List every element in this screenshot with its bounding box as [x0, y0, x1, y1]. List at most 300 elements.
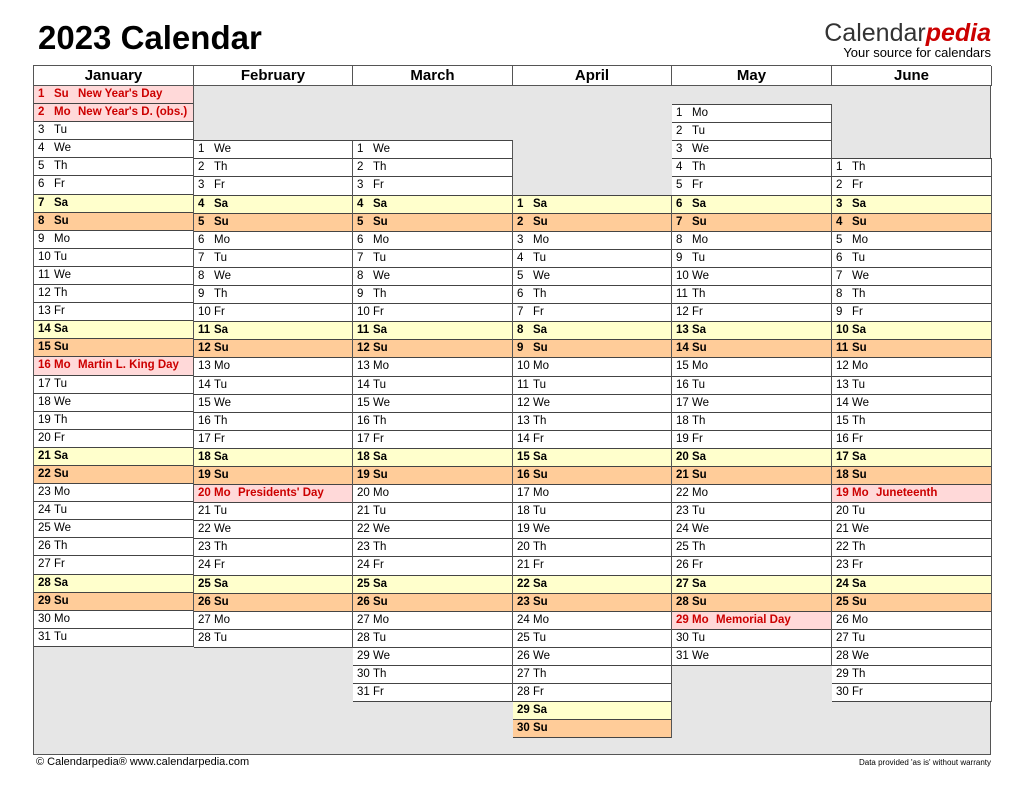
day-number: 10 [676, 269, 689, 282]
day-name: Su [373, 595, 388, 608]
day-number: 19 [836, 487, 849, 500]
day-number: 24 [198, 559, 211, 572]
day-cell [34, 321, 193, 339]
day-name: We [533, 649, 551, 662]
day-number: 22 [38, 467, 51, 480]
day-cell [353, 576, 512, 594]
day-name: We [54, 268, 72, 281]
day-name: Tu [533, 251, 546, 264]
day-cell [832, 539, 991, 557]
day-cell [194, 340, 352, 358]
day-cell [672, 594, 831, 612]
day-name: Sa [692, 324, 707, 337]
day-name: We [692, 269, 710, 282]
day-number: 26 [676, 559, 689, 572]
day-name: We [533, 396, 551, 409]
day-name: Fr [533, 432, 544, 445]
day-number: 28 [676, 595, 689, 608]
day-name: Fr [692, 432, 703, 445]
day-cell [672, 268, 831, 286]
day-cell [194, 214, 352, 232]
month-header-january: January [34, 66, 194, 86]
day-name: Sa [852, 197, 867, 210]
month-column-february [194, 140, 353, 648]
day-name: Sa [533, 197, 548, 210]
day-cell [513, 214, 671, 232]
day-name: Su [214, 595, 229, 608]
day-name: Sa [373, 324, 388, 337]
day-cell [353, 666, 512, 684]
day-cell [672, 377, 831, 395]
day-number: 12 [38, 287, 51, 300]
day-name: Mo [692, 360, 708, 373]
day-name: We [373, 269, 391, 282]
day-number: 5 [836, 233, 843, 246]
day-cell [34, 339, 193, 357]
day-number: 29 [38, 594, 51, 607]
brand-name-part-2: pedia [925, 19, 991, 47]
day-number: 8 [517, 324, 524, 337]
day-cell [832, 340, 991, 358]
day-name: Th [54, 287, 68, 300]
day-number: 8 [357, 269, 364, 282]
day-cell [672, 177, 831, 195]
day-name: Mo [373, 233, 389, 246]
day-cell [672, 413, 831, 431]
day-name: We [692, 396, 710, 409]
day-number: 28 [357, 631, 370, 644]
day-cell [672, 105, 831, 123]
day-cell [194, 449, 352, 467]
day-name: Th [852, 161, 866, 174]
day-cell [34, 538, 193, 556]
day-name: Sa [852, 577, 867, 590]
day-number: 4 [676, 161, 683, 174]
day-number: 12 [676, 306, 689, 319]
day-number: 27 [676, 577, 689, 590]
day-cell [672, 340, 831, 358]
day-name: Sa [214, 450, 229, 463]
day-number: 5 [38, 160, 45, 173]
day-name: Tu [692, 378, 705, 391]
day-name: We [214, 269, 232, 282]
day-cell [194, 286, 352, 304]
day-name: We [54, 395, 72, 408]
day-number: 22 [198, 523, 211, 536]
day-number: 10 [836, 324, 849, 337]
day-cell [34, 176, 193, 194]
day-name: Tu [852, 631, 865, 644]
day-name: Tu [692, 251, 705, 264]
day-name: We [373, 523, 391, 536]
day-cell [672, 503, 831, 521]
day-cell [513, 322, 671, 340]
day-cell [194, 485, 352, 503]
day-cell [672, 196, 831, 214]
day-name: Sa [533, 450, 548, 463]
day-name: Su [533, 215, 548, 228]
day-name: Mo [533, 233, 549, 246]
day-name: Th [852, 288, 866, 301]
day-number: 12 [357, 342, 370, 355]
day-number: 11 [357, 324, 370, 337]
day-number: 5 [357, 215, 364, 228]
day-cell [513, 340, 671, 358]
day-number: 29 [357, 649, 370, 662]
day-name: Tu [54, 630, 67, 643]
day-cell [672, 304, 831, 322]
day-cell [34, 556, 193, 574]
day-cell [832, 377, 991, 395]
day-cell [34, 448, 193, 466]
day-number: 21 [836, 523, 849, 536]
day-cell [832, 594, 991, 612]
day-name: Mo [373, 613, 389, 626]
day-name: Fr [373, 306, 384, 319]
day-cell [832, 250, 991, 268]
day-cell [672, 467, 831, 485]
day-name: Th [214, 161, 228, 174]
day-name: Th [54, 413, 68, 426]
day-cell [513, 576, 671, 594]
day-cell [513, 666, 671, 684]
day-number: 23 [357, 541, 370, 554]
day-cell [832, 648, 991, 666]
day-number: 24 [38, 504, 51, 517]
day-cell [34, 249, 193, 267]
day-cell [194, 268, 352, 286]
day-cell [513, 702, 671, 720]
day-cell [832, 304, 991, 322]
day-cell [672, 358, 831, 376]
day-name: Su [214, 215, 229, 228]
day-name: We [692, 649, 710, 662]
day-number: 25 [836, 595, 849, 608]
day-number: 2 [38, 106, 45, 119]
day-number: 8 [676, 233, 683, 246]
day-number: 27 [38, 558, 51, 571]
day-name: Tu [852, 378, 865, 391]
day-number: 15 [676, 360, 689, 373]
day-cell [513, 684, 671, 702]
day-name: Sa [54, 196, 69, 209]
day-cell [194, 467, 352, 485]
day-number: 20 [517, 541, 530, 554]
holiday-name: Juneteenth [876, 487, 938, 500]
day-cell [34, 357, 193, 375]
day-cell [832, 467, 991, 485]
day-number: 31 [676, 649, 689, 662]
day-cell [353, 594, 512, 612]
day-number: 27 [517, 668, 530, 681]
day-number: 7 [517, 306, 524, 319]
day-number: 26 [38, 540, 51, 553]
day-name: Su [533, 342, 548, 355]
day-cell [194, 177, 352, 195]
day-number: 21 [676, 468, 689, 481]
day-name: Mo [214, 360, 230, 373]
day-number: 20 [38, 431, 51, 444]
day-name: We [852, 269, 870, 282]
day-number: 1 [836, 161, 843, 174]
day-name: Th [852, 541, 866, 554]
day-name: Tu [533, 631, 546, 644]
day-name: Mo [214, 613, 230, 626]
day-cell [353, 648, 512, 666]
day-cell [353, 630, 512, 648]
day-cell [34, 575, 193, 593]
day-name: Fr [533, 306, 544, 319]
day-cell [353, 377, 512, 395]
day-number: 2 [357, 161, 364, 174]
day-cell [513, 630, 671, 648]
day-name: Th [533, 288, 547, 301]
day-cell [34, 285, 193, 303]
day-cell [513, 431, 671, 449]
day-name: Th [373, 414, 387, 427]
day-cell [194, 304, 352, 322]
day-cell [832, 196, 991, 214]
day-name: Tu [852, 505, 865, 518]
day-name: Su [373, 215, 388, 228]
day-number: 13 [198, 360, 211, 373]
day-number: 1 [38, 88, 45, 100]
day-cell [194, 594, 352, 612]
day-number: 2 [517, 215, 524, 228]
day-cell [832, 576, 991, 594]
day-number: 14 [357, 378, 370, 391]
day-name: Fr [214, 179, 225, 192]
day-number: 24 [517, 613, 530, 626]
day-cell [513, 594, 671, 612]
brand-tagline: Your source for calendars [843, 45, 991, 60]
day-number: 26 [836, 613, 849, 626]
day-number: 24 [836, 577, 849, 590]
day-name: Th [373, 288, 387, 301]
day-cell [513, 395, 671, 413]
day-name: Tu [692, 505, 705, 518]
day-cell [34, 394, 193, 412]
day-name: Su [852, 468, 867, 481]
day-number: 4 [517, 251, 524, 264]
day-number: 16 [676, 378, 689, 391]
day-name: Su [54, 341, 69, 354]
day-cell [832, 232, 991, 250]
day-number: 18 [676, 414, 689, 427]
day-name: Su [214, 468, 229, 481]
day-cell [513, 720, 671, 738]
day-name: Fr [692, 559, 703, 572]
month-header-march: March [353, 66, 513, 86]
day-cell [34, 158, 193, 176]
day-cell [34, 122, 193, 140]
day-cell [832, 449, 991, 467]
day-number: 13 [676, 324, 689, 337]
day-cell [353, 214, 512, 232]
day-number: 16 [38, 359, 51, 372]
day-name: Mo [54, 612, 70, 625]
day-name: Th [373, 541, 387, 554]
day-number: 13 [38, 305, 51, 318]
day-name: We [214, 523, 232, 536]
day-number: 11 [836, 342, 849, 355]
day-cell [513, 612, 671, 630]
day-name: Tu [214, 505, 227, 518]
day-cell [513, 521, 671, 539]
day-number: 30 [357, 668, 370, 681]
day-name: Tu [373, 251, 386, 264]
day-number: 20 [676, 450, 689, 463]
day-number: 18 [517, 505, 530, 518]
day-name: Sa [54, 323, 69, 336]
day-name: Mo [373, 360, 389, 373]
brand-name-part-1: Calendar [824, 19, 926, 47]
day-cell [34, 611, 193, 629]
day-name: We [373, 143, 391, 156]
day-name: Mo [54, 486, 70, 499]
day-name: We [54, 522, 72, 535]
day-name: Mo [692, 233, 708, 246]
day-cell [194, 630, 352, 648]
day-cell [832, 630, 991, 648]
day-name: Th [533, 414, 547, 427]
day-name: Sa [214, 324, 229, 337]
day-name: Su [852, 595, 867, 608]
day-number: 22 [357, 523, 370, 536]
day-number: 7 [676, 215, 683, 228]
day-number: 3 [676, 143, 683, 156]
day-number: 3 [198, 179, 205, 192]
day-number: 11 [38, 268, 50, 281]
day-cell [672, 286, 831, 304]
day-cell [353, 467, 512, 485]
day-name: Sa [373, 577, 388, 590]
day-cell [194, 196, 352, 214]
day-number: 21 [357, 505, 370, 518]
day-name: Mo [692, 107, 708, 120]
day-cell [353, 503, 512, 521]
day-cell [194, 159, 352, 177]
day-name: Tu [214, 631, 227, 644]
day-name: Fr [214, 306, 225, 319]
day-number: 22 [836, 541, 849, 554]
day-name: Fr [373, 432, 384, 445]
day-cell [832, 666, 991, 684]
day-cell [353, 449, 512, 467]
month-header-april: April [513, 66, 672, 86]
day-name: Su [852, 342, 867, 355]
day-number: 8 [38, 214, 45, 227]
holiday-name: Memorial Day [716, 613, 791, 626]
day-number: 13 [836, 378, 849, 391]
day-cell [672, 159, 831, 177]
day-name: Fr [533, 686, 544, 699]
day-number: 14 [198, 378, 211, 391]
day-name: Mo [852, 233, 868, 246]
day-number: 20 [836, 505, 849, 518]
day-cell [513, 358, 671, 376]
day-cell [672, 648, 831, 666]
day-name: Mo [852, 487, 869, 500]
day-cell [513, 377, 671, 395]
day-cell [513, 485, 671, 503]
day-cell [34, 303, 193, 321]
day-name: Tu [54, 377, 67, 390]
day-number: 1 [676, 107, 683, 120]
day-cell [353, 340, 512, 358]
day-number: 10 [198, 306, 211, 319]
day-cell [832, 286, 991, 304]
day-number: 9 [38, 232, 45, 245]
holiday-name: New Year's D. (obs.) [78, 106, 188, 119]
day-name: Su [692, 468, 707, 481]
day-name: Th [533, 541, 547, 554]
month-header-february: February [194, 66, 353, 86]
day-name: Sa [852, 324, 867, 337]
day-number: 14 [836, 396, 849, 409]
day-number: 25 [676, 541, 689, 554]
day-cell [513, 250, 671, 268]
day-cell [513, 449, 671, 467]
day-number: 23 [517, 595, 530, 608]
day-name: Mo [54, 359, 71, 372]
day-name: Sa [54, 449, 69, 462]
day-cell [353, 539, 512, 557]
day-number: 26 [357, 595, 370, 608]
day-name: Mo [54, 106, 71, 119]
footer-copyright: © Calendarpedia® www.calendarpedia.com [36, 756, 250, 768]
day-name: Sa [373, 197, 388, 210]
day-number: 16 [357, 414, 370, 427]
day-number: 6 [517, 288, 524, 301]
day-name: Tu [533, 505, 546, 518]
day-number: 19 [517, 523, 530, 536]
day-name: Mo [214, 487, 231, 500]
day-cell [672, 449, 831, 467]
day-number: 10 [517, 360, 530, 373]
day-cell [672, 485, 831, 503]
holiday-name: Presidents' Day [238, 487, 324, 500]
day-name: Sa [852, 450, 867, 463]
day-cell [832, 431, 991, 449]
day-number: 23 [676, 505, 689, 518]
day-name: We [692, 143, 710, 156]
month-column-june [832, 158, 992, 702]
day-cell [194, 431, 352, 449]
day-number: 31 [357, 686, 370, 699]
day-number: 17 [517, 487, 530, 500]
day-number: 1 [198, 143, 205, 156]
day-name: We [533, 269, 551, 282]
day-cell [194, 322, 352, 340]
day-number: 30 [676, 631, 689, 644]
day-cell [353, 395, 512, 413]
day-number: 15 [357, 396, 370, 409]
day-name: Th [692, 288, 706, 301]
month-column-april [513, 195, 672, 739]
day-number: 18 [198, 450, 211, 463]
day-number: 21 [38, 449, 51, 462]
day-cell [832, 395, 991, 413]
day-number: 23 [836, 559, 849, 572]
day-cell [194, 232, 352, 250]
day-name: Fr [54, 431, 65, 444]
day-cell [353, 286, 512, 304]
day-number: 6 [836, 251, 843, 264]
day-number: 3 [517, 233, 524, 246]
day-number: 6 [198, 233, 205, 246]
brand-name [824, 20, 991, 46]
